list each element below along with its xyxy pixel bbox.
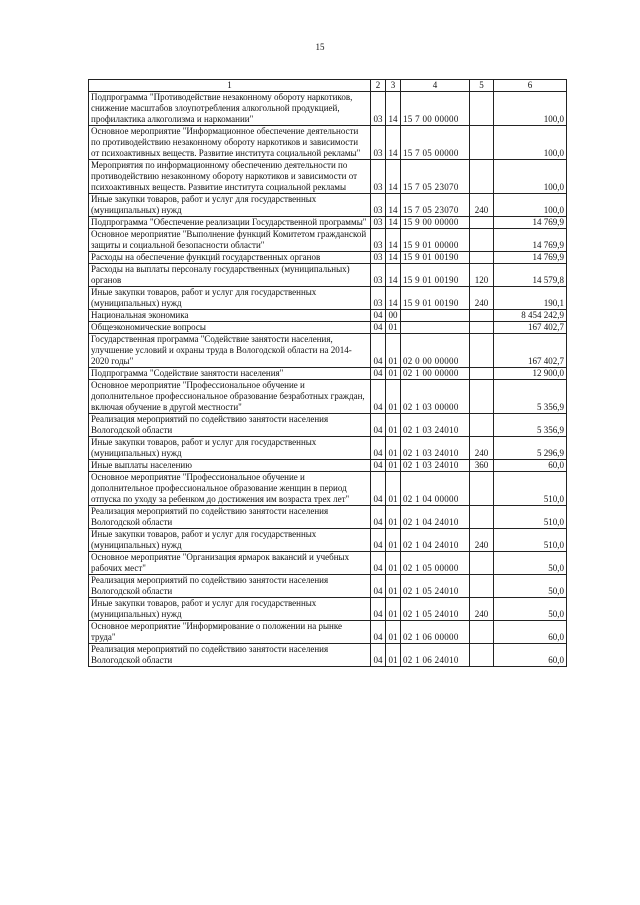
row-target-code-cell: 02 1 00 00000 (401, 368, 470, 380)
row-target-code-cell: 02 1 05 24010 (401, 575, 470, 598)
row-name-cell: Расходы на выплаты персоналу государственных (муниципальных) органов (89, 264, 371, 287)
row-amount-cell: 50,0 (494, 575, 567, 598)
row-expense-type-cell: 360 (470, 460, 494, 472)
table-row (89, 437, 567, 460)
row-subsection-cell: 01 (386, 437, 401, 460)
table-row (89, 598, 567, 621)
row-target-code-cell: 15 7 05 23070 (401, 160, 470, 194)
row-name-cell: Подпрограмма "Содействие занятости населения" (89, 368, 371, 380)
row-amount-cell: 8 454 242,9 (494, 310, 567, 322)
table-row (89, 575, 567, 598)
row-amount-cell: 167 402,7 (494, 322, 567, 334)
header-col-5: 5 (470, 80, 494, 92)
row-subsection-cell: 01 (386, 380, 401, 414)
row-section-cell: 04 (371, 529, 386, 552)
row-subsection-cell: 01 (386, 598, 401, 621)
row-section-cell: 03 (371, 160, 386, 194)
row-target-code-cell (401, 322, 470, 334)
row-name-cell: Иные закупки товаров, работ и услуг для государственных (муниципальных) нужд (89, 437, 371, 460)
row-amount-cell: 5 356,9 (494, 380, 567, 414)
row-target-code-cell: 02 1 04 24010 (401, 506, 470, 529)
table-row (89, 322, 567, 334)
row-section-cell: 03 (371, 194, 386, 217)
header-col-2: 2 (371, 80, 386, 92)
row-amount-cell: 50,0 (494, 552, 567, 575)
row-subsection-cell: 14 (386, 229, 401, 252)
row-name-cell: Подпрограмма "Противодействие незаконному обороту наркотиков, снижение масштабов злоупотребления алкогольной продукцией, профилактика алкоголизма и наркомании" (89, 92, 371, 126)
row-subsection-cell: 14 (386, 252, 401, 264)
row-section-cell: 04 (371, 506, 386, 529)
table-row (89, 126, 567, 160)
row-target-code-cell: 15 9 00 00000 (401, 217, 470, 229)
row-subsection-cell: 01 (386, 472, 401, 506)
table-row (89, 334, 567, 368)
header-col-1: 1 (89, 80, 371, 92)
table-row (89, 460, 567, 472)
table-row (89, 414, 567, 437)
row-expense-type-cell (470, 506, 494, 529)
row-name-cell: Иные выплаты населению (89, 460, 371, 472)
table-row (89, 506, 567, 529)
row-subsection-cell: 14 (386, 92, 401, 126)
row-target-code-cell: 02 1 04 00000 (401, 472, 470, 506)
row-section-cell: 04 (371, 380, 386, 414)
table-row (89, 252, 567, 264)
row-section-cell: 04 (371, 414, 386, 437)
row-amount-cell: 14 579,8 (494, 264, 567, 287)
row-expense-type-cell (470, 334, 494, 368)
row-section-cell: 03 (371, 252, 386, 264)
row-name-cell: Мероприятия по информационному обеспечению деятельности по противодействию незаконному обороту наркотиков и зависимости от психоактивных веществ. Развитие института социальной рекламы (89, 160, 371, 194)
row-expense-type-cell (470, 575, 494, 598)
row-section-cell: 03 (371, 229, 386, 252)
row-amount-cell: 510,0 (494, 472, 567, 506)
row-section-cell: 04 (371, 575, 386, 598)
row-name-cell: Иные закупки товаров, работ и услуг для государственных (муниципальных) нужд (89, 194, 371, 217)
row-name-cell: Основное мероприятие "Организация ярмарок вакансий и учебных рабочих мест" (89, 552, 371, 575)
row-amount-cell: 60,0 (494, 460, 567, 472)
row-subsection-cell: 01 (386, 552, 401, 575)
row-target-code-cell: 02 1 03 24010 (401, 414, 470, 437)
row-section-cell: 03 (371, 287, 386, 310)
row-expense-type-cell (470, 310, 494, 322)
row-target-code-cell: 15 9 01 00000 (401, 229, 470, 252)
row-target-code-cell: 15 9 01 00190 (401, 252, 470, 264)
row-amount-cell: 12 900,0 (494, 368, 567, 380)
row-amount-cell: 60,0 (494, 621, 567, 644)
row-section-cell: 03 (371, 217, 386, 229)
row-name-cell: Основное мероприятие "Профессиональное обучение и дополнительное профессиональное образование женщин в период отпуска по уходу за ребенком до достижения им возраста трех лет" (89, 472, 371, 506)
row-subsection-cell: 14 (386, 217, 401, 229)
row-subsection-cell: 14 (386, 287, 401, 310)
table-row (89, 310, 567, 322)
row-amount-cell: 14 769,9 (494, 252, 567, 264)
table-row (89, 229, 567, 252)
row-amount-cell: 100,0 (494, 126, 567, 160)
row-expense-type-cell (470, 621, 494, 644)
header-col-6: 6 (494, 80, 567, 92)
row-subsection-cell: 01 (386, 621, 401, 644)
row-target-code-cell: 02 1 06 24010 (401, 644, 470, 667)
table-row (89, 160, 567, 194)
row-subsection-cell: 14 (386, 126, 401, 160)
row-target-code-cell: 02 0 00 00000 (401, 334, 470, 368)
row-target-code-cell: 15 7 05 00000 (401, 126, 470, 160)
row-expense-type-cell (470, 126, 494, 160)
row-expense-type-cell (470, 380, 494, 414)
row-expense-type-cell (470, 322, 494, 334)
row-amount-cell: 510,0 (494, 529, 567, 552)
row-expense-type-cell: 240 (470, 287, 494, 310)
row-expense-type-cell (470, 644, 494, 667)
row-section-cell: 04 (371, 621, 386, 644)
row-amount-cell: 60,0 (494, 644, 567, 667)
table-row (89, 92, 567, 126)
row-target-code-cell: 02 1 04 24010 (401, 529, 470, 552)
row-name-cell: Основное мероприятие "Информационное обеспечение деятельности по противодействию незаконному обороту наркотиков и зависимости от психоактивных веществ. Развитие института социальной рекламы" (89, 126, 371, 160)
table-row (89, 552, 567, 575)
row-name-cell: Реализация мероприятий по содействию занятости населения Вологодской области (89, 575, 371, 598)
row-expense-type-cell (470, 414, 494, 437)
row-target-code-cell: 15 7 00 00000 (401, 92, 470, 126)
row-expense-type-cell: 240 (470, 529, 494, 552)
row-expense-type-cell (470, 552, 494, 575)
row-name-cell: Иные закупки товаров, работ и услуг для государственных (муниципальных) нужд (89, 598, 371, 621)
row-target-code-cell: 02 1 03 24010 (401, 437, 470, 460)
row-expense-type-cell: 240 (470, 437, 494, 460)
row-section-cell: 04 (371, 552, 386, 575)
row-section-cell: 04 (371, 598, 386, 621)
row-target-code-cell: 15 9 01 00190 (401, 264, 470, 287)
row-subsection-cell: 01 (386, 575, 401, 598)
row-amount-cell: 510,0 (494, 506, 567, 529)
row-name-cell: Подпрограмма "Обеспечение реализации Государственной программы" (89, 217, 371, 229)
row-expense-type-cell (470, 160, 494, 194)
table-row (89, 472, 567, 506)
row-expense-type-cell (470, 92, 494, 126)
row-name-cell: Основное мероприятие "Информирование о положении на рынке труда" (89, 621, 371, 644)
row-name-cell: Иные закупки товаров, работ и услуг для государственных (муниципальных) нужд (89, 287, 371, 310)
row-expense-type-cell (470, 217, 494, 229)
row-subsection-cell: 01 (386, 414, 401, 437)
table-row (89, 380, 567, 414)
row-amount-cell: 100,0 (494, 92, 567, 126)
row-name-cell: Расходы на обеспечение функций государственных органов (89, 252, 371, 264)
row-name-cell: Реализация мероприятий по содействию занятости населения Вологодской области (89, 644, 371, 667)
row-amount-cell: 14 769,9 (494, 229, 567, 252)
table-row (89, 194, 567, 217)
row-amount-cell: 5 296,9 (494, 437, 567, 460)
row-target-code-cell: 02 1 03 24010 (401, 460, 470, 472)
row-expense-type-cell: 240 (470, 598, 494, 621)
row-name-cell: Основное мероприятие "Выполнение функций Комитетом гражданской защиты и социальной безопасности области" (89, 229, 371, 252)
row-subsection-cell: 01 (386, 644, 401, 667)
table-row (89, 529, 567, 552)
row-section-cell: 04 (371, 460, 386, 472)
budget-table (88, 79, 567, 667)
table-row (89, 264, 567, 287)
row-target-code-cell: 02 1 05 00000 (401, 552, 470, 575)
row-amount-cell: 100,0 (494, 160, 567, 194)
table-row (89, 644, 567, 667)
row-target-code-cell: 02 1 03 00000 (401, 380, 470, 414)
row-section-cell: 03 (371, 92, 386, 126)
table-row (89, 287, 567, 310)
table-header-row (89, 80, 567, 92)
row-amount-cell: 14 769,9 (494, 217, 567, 229)
table-row (89, 217, 567, 229)
table-row (89, 368, 567, 380)
row-section-cell: 04 (371, 334, 386, 368)
table-row (89, 621, 567, 644)
row-subsection-cell: 14 (386, 264, 401, 287)
row-subsection-cell: 01 (386, 334, 401, 368)
header-col-4: 4 (401, 80, 470, 92)
row-target-code-cell (401, 310, 470, 322)
row-section-cell: 03 (371, 264, 386, 287)
header-col-3: 3 (386, 80, 401, 92)
row-section-cell: 04 (371, 644, 386, 667)
row-section-cell: 04 (371, 368, 386, 380)
row-amount-cell: 167 402,7 (494, 334, 567, 368)
row-name-cell: Национальная экономика (89, 310, 371, 322)
row-target-code-cell: 15 7 05 23070 (401, 194, 470, 217)
row-expense-type-cell (470, 229, 494, 252)
row-amount-cell: 5 356,9 (494, 414, 567, 437)
row-name-cell: Общеэкономические вопросы (89, 322, 371, 334)
row-section-cell: 04 (371, 322, 386, 334)
row-subsection-cell: 00 (386, 310, 401, 322)
row-name-cell: Реализация мероприятий по содействию занятости населения Вологодской области (89, 506, 371, 529)
row-section-cell: 04 (371, 437, 386, 460)
row-subsection-cell: 01 (386, 529, 401, 552)
row-subsection-cell: 14 (386, 194, 401, 217)
row-section-cell: 04 (371, 310, 386, 322)
budget-table-body (89, 80, 567, 667)
row-name-cell: Иные закупки товаров, работ и услуг для государственных (муниципальных) нужд (89, 529, 371, 552)
row-target-code-cell: 15 9 01 00190 (401, 287, 470, 310)
row-amount-cell: 190,1 (494, 287, 567, 310)
row-expense-type-cell: 120 (470, 264, 494, 287)
row-amount-cell: 100,0 (494, 194, 567, 217)
row-expense-type-cell (470, 368, 494, 380)
page-number: 15 (315, 42, 325, 52)
row-subsection-cell: 01 (386, 322, 401, 334)
row-expense-type-cell: 240 (470, 194, 494, 217)
row-name-cell: Государственная программа "Содействие занятости населения, улучшение условий и охраны труда в Вологодской области на 2014-2020 годы" (89, 334, 371, 368)
row-expense-type-cell (470, 252, 494, 264)
row-subsection-cell: 01 (386, 368, 401, 380)
row-name-cell: Основное мероприятие "Профессиональное обучение и дополнительное профессиональное образование безработных граждан, включая обучение в другой местности" (89, 380, 371, 414)
row-subsection-cell: 14 (386, 160, 401, 194)
row-target-code-cell: 02 1 05 24010 (401, 598, 470, 621)
row-amount-cell: 50,0 (494, 598, 567, 621)
row-section-cell: 04 (371, 472, 386, 506)
row-subsection-cell: 01 (386, 460, 401, 472)
row-expense-type-cell (470, 472, 494, 506)
row-subsection-cell: 01 (386, 506, 401, 529)
row-name-cell: Реализация мероприятий по содействию занятости населения Вологодской области (89, 414, 371, 437)
row-section-cell: 03 (371, 126, 386, 160)
row-target-code-cell: 02 1 06 00000 (401, 621, 470, 644)
